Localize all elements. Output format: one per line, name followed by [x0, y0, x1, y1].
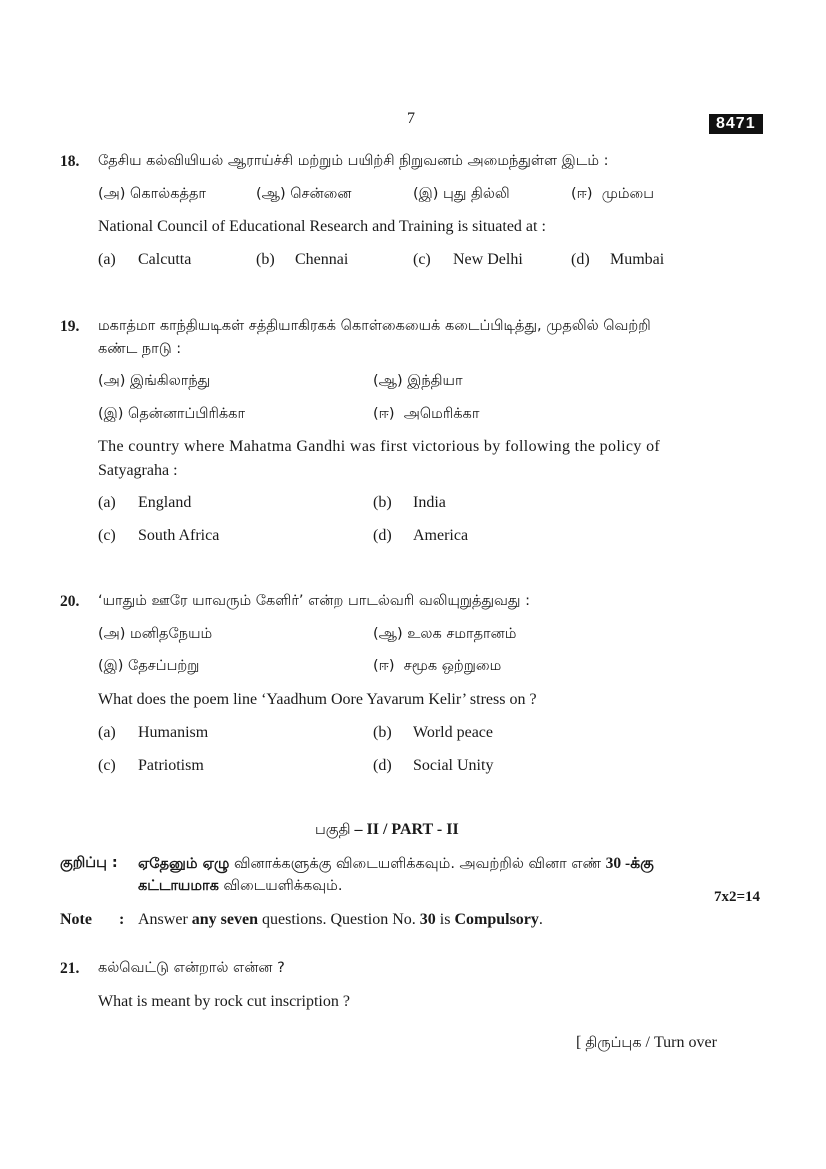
q18-option-b-text: Chennai	[295, 251, 349, 268]
q19-tamil-option-b: (ஆ) இந்தியா	[373, 373, 463, 389]
q20-tamil-option-a: (அ) மனிதநேயம்	[98, 626, 213, 642]
q20-option-b-label: (b)	[373, 724, 392, 741]
q19-option-c-label: (c)	[98, 527, 116, 544]
q20-option-b-text: World peace	[413, 724, 493, 741]
q20-option-a-label: (a)	[98, 724, 116, 741]
q19-option-c-text: South Africa	[138, 527, 220, 544]
q18-option-d-label: (d)	[571, 251, 590, 268]
q19-option-d-text: America	[413, 527, 469, 544]
q19-tamil-option-d: (ஈ) அமெரிக்கா	[373, 406, 480, 422]
question-19-tamil-line2: கண்ட நாடு :	[98, 341, 182, 357]
q20-tamil-option-d: (ஈ) சமூக ஒற்றுமை	[373, 658, 502, 674]
q19-option-b-label: (b)	[373, 494, 392, 511]
note-english-text: Answer any seven questions. Question No. 30 is Compulsory.	[138, 911, 543, 928]
turn-over-note: [ திருப்புக / Turn over	[576, 1034, 717, 1051]
q20-option-d-label: (d)	[373, 757, 392, 774]
q20-option-c-text: Patriotism	[138, 757, 204, 774]
part-heading: பகுதி – II / PART - II	[315, 821, 459, 838]
question-20-tamil-text: ‘யாதும் ஊரே யாவரும் கேளிர்’ என்ற பாடல்வரி வலியுறுத்துவது :	[98, 593, 530, 609]
q18-tamil-option-b: (ஆ) சென்னை	[256, 186, 352, 202]
question-19-tamil-line1: மகாத்மா காந்தியடிகள் சத்தியாகிரகக் கொள்கையைக் கடைப்பிடித்து, முதலில் வெற்றி	[98, 318, 651, 334]
note-tamil-line1: ஏதேனும் ஏழு வினாக்களுக்கு விடையளிக்கவும். அவற்றில் வினா எண் 30 -க்கு	[138, 855, 654, 872]
q19-option-d-label: (d)	[373, 527, 392, 544]
note-english-label: Note	[60, 911, 92, 928]
question-20-number: 20.	[60, 593, 80, 610]
note-english-colon: :	[119, 911, 125, 928]
q19-option-b-text: India	[413, 494, 446, 511]
question-21-number: 21.	[60, 960, 80, 977]
marks-allocation: 7x2=14	[714, 889, 761, 905]
note-tamil-label: குறிப்பு :	[60, 855, 118, 871]
paper-code-badge: 8471	[709, 114, 763, 134]
page-number: 7	[407, 110, 415, 127]
q19-tamil-option-c: (இ) தென்னாப்பிரிக்கா	[98, 406, 246, 422]
q20-option-a-text: Humanism	[138, 724, 209, 741]
question-18-number: 18.	[60, 153, 80, 170]
question-20-english-text: What does the poem line ‘Yaadhum Oore Yavarum Kelir’ stress on ?	[98, 691, 537, 708]
q18-tamil-option-a: (அ) கொல்கத்தா	[98, 186, 206, 202]
q18-option-a-text: Calcutta	[138, 251, 192, 268]
q18-option-a-label: (a)	[98, 251, 116, 268]
question-19-english-line1: The country where Mahatma Gandhi was first victorious by following the policy of	[98, 438, 661, 455]
q20-option-d-text: Social Unity	[413, 757, 494, 774]
q20-tamil-option-c: (இ) தேசப்பற்று	[98, 658, 200, 674]
q19-option-a-label: (a)	[98, 494, 116, 511]
question-19-number: 19.	[60, 318, 80, 335]
question-18-english-text: National Council of Educational Research and Training is situated at :	[98, 218, 546, 235]
question-21-english-text: What is meant by rock cut inscription ?	[98, 993, 350, 1010]
q20-option-c-label: (c)	[98, 757, 116, 774]
q18-option-c-text: New Delhi	[453, 251, 523, 268]
q19-tamil-option-a: (அ) இங்கிலாந்து	[98, 373, 211, 389]
q19-option-a-text: England	[138, 494, 192, 511]
q18-tamil-option-c: (இ) புது தில்லி	[413, 186, 510, 202]
q20-tamil-option-b: (ஆ) உலக சமாதானம்	[373, 626, 517, 642]
question-18-tamil-text: தேசிய கல்வியியல் ஆராய்ச்சி மற்றும் பயிற்சி நிறுவனம் அமைந்துள்ள இடம் :	[98, 153, 609, 169]
q18-option-c-label: (c)	[413, 251, 431, 268]
question-21-tamil-text: கல்வெட்டு என்றால் என்ன ?	[98, 960, 285, 976]
question-19-english-line2: Satyagraha :	[98, 462, 178, 479]
q18-option-b-label: (b)	[256, 251, 275, 268]
q18-tamil-option-d: (ஈ) மும்பை	[571, 186, 655, 202]
q18-option-d-text: Mumbai	[610, 251, 665, 268]
note-tamil-line2: கட்டாயமாக விடையளிக்கவும்.	[138, 878, 343, 894]
